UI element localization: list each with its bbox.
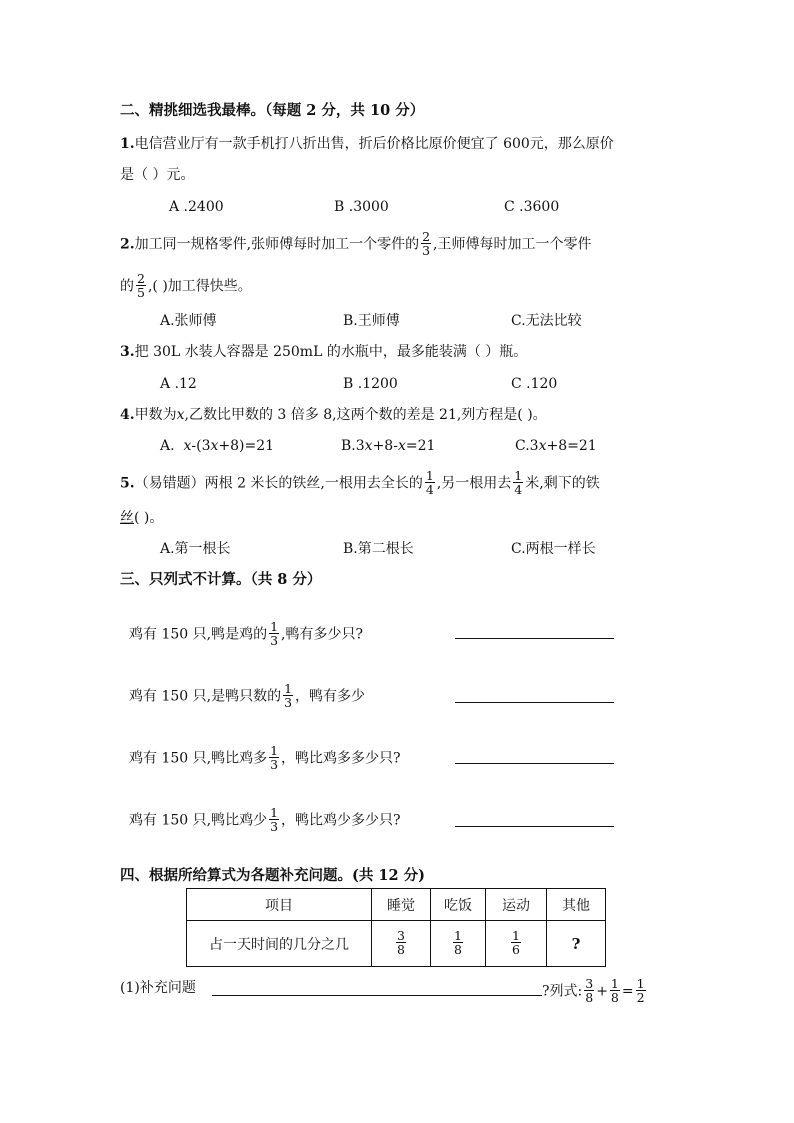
q5-line2-rest: ( )。 <box>134 510 164 526</box>
fraction-denominator: 8 <box>454 942 462 957</box>
time-table <box>186 888 606 967</box>
fraction-denominator: 8 <box>585 990 594 1005</box>
s4-q1-formula <box>542 978 648 1005</box>
q5-text-b: ,另一根用去 <box>436 475 512 492</box>
option-text: +8- <box>372 438 398 454</box>
s3-item-text: ，鸭比鸡少多少只? <box>281 812 401 829</box>
option-label: A. <box>160 438 175 454</box>
s3-item-4 <box>129 807 401 834</box>
cell-fraction <box>453 929 463 956</box>
fraction-numerator: 1 <box>454 928 462 943</box>
q1-line2: 是（ ）元。 <box>120 167 195 183</box>
s4-q1-answer-blank[interactable] <box>212 994 542 996</box>
fraction-numerator: 1 <box>610 976 619 991</box>
formula-fraction-2 <box>610 977 620 1004</box>
fraction-numerator: 1 <box>270 805 279 820</box>
q5-text-a: （易错题）两根 2 米长的铁丝,一根用去全长的 <box>134 475 423 492</box>
table-header-other: 其他 <box>547 889 606 921</box>
s4-q1-label: (1)补充问题 <box>120 980 196 996</box>
table-row <box>187 921 606 967</box>
q3-option-a: A .12 <box>160 376 197 392</box>
cell-fraction <box>396 929 406 956</box>
q2-option-a: A.张师傅 <box>160 313 217 329</box>
q2-line1 <box>120 231 591 258</box>
s3-item-text: 鸡有 150 只,鸭比鸡少 <box>129 812 268 829</box>
q5-fraction-a <box>425 469 435 496</box>
option-text: =21 <box>405 438 436 454</box>
q5-line1 <box>120 470 600 497</box>
s3-item-3 <box>129 745 401 772</box>
fraction-numerator: 1 <box>636 976 645 991</box>
s3-item-fraction <box>269 744 279 771</box>
q2-option-b: B.王师傅 <box>343 313 400 329</box>
s3-item-text: ,鸭有多少只? <box>281 626 363 643</box>
q2-text-a: 加工同一规格零件,张师傅每时加工一个零件的 <box>134 236 420 253</box>
q2-text-b: ,王师傅每时加工一个零件 <box>433 236 592 253</box>
s3-item-text: 鸡有 150 只,是鸭只数的 <box>129 688 282 705</box>
s3-item-1 <box>129 621 363 648</box>
fraction-numerator: 1 <box>270 619 279 634</box>
q5-fraction-b <box>513 469 523 496</box>
fraction-numerator: 1 <box>425 468 434 483</box>
variable: x <box>210 438 219 454</box>
q3-line <box>120 342 527 362</box>
fraction-numerator: 2 <box>137 271 145 286</box>
q1-number: 1. <box>120 136 135 152</box>
q4-option-b <box>341 436 435 456</box>
fraction-denominator: 3 <box>270 757 279 772</box>
q3-text: 把 30L 水装人容器是 250mL 的水瓶中，最多能装满（ ）瓶。 <box>134 344 528 360</box>
table-cell-sleep <box>372 921 431 967</box>
fraction-numerator: 3 <box>397 928 405 943</box>
q4-option-c <box>515 436 597 456</box>
q4-variable: x <box>176 407 185 423</box>
q5-text-c: 米,剩下的铁 <box>525 475 600 492</box>
fraction-denominator: 2 <box>636 990 645 1005</box>
variable: x <box>538 438 547 454</box>
answer-blank-3[interactable] <box>455 762 614 764</box>
table-cell-other: ? <box>547 921 606 967</box>
q3-option-c: C .120 <box>511 376 558 392</box>
q4-line <box>120 405 547 425</box>
q5-option-b: B.第二根长 <box>343 541 414 557</box>
formula-fraction-3 <box>636 977 646 1004</box>
s3-item-text: ，鸭有多少 <box>295 688 366 705</box>
fraction-numerator: 2 <box>422 229 431 244</box>
q4-option-a <box>160 436 274 456</box>
q3-number: 3. <box>120 344 135 360</box>
table-cell-eat <box>431 921 486 967</box>
q5-number: 5. <box>120 475 135 492</box>
fraction-numerator: 1 <box>512 928 520 943</box>
formula-label: ?列式: <box>542 983 583 1000</box>
q2-text-d: ,( )加工得快些。 <box>147 278 252 295</box>
variable: x <box>183 438 192 454</box>
q5-option-a: A.第一根长 <box>160 541 231 557</box>
table-header-sleep: 睡觉 <box>372 889 431 921</box>
fraction-numerator: 3 <box>585 976 594 991</box>
table-header-exercise: 运动 <box>486 889 547 921</box>
fraction-denominator: 3 <box>422 243 431 258</box>
q1-option-c: C .3600 <box>504 199 560 215</box>
formula-fraction-1 <box>584 977 594 1004</box>
fraction-denominator: 3 <box>270 819 279 834</box>
option-label: C.3 <box>515 438 539 454</box>
q3-option-b: B .1200 <box>343 376 398 392</box>
option-text: +8=21 <box>546 438 597 454</box>
q4-number: 4. <box>120 407 135 423</box>
q5-line2 <box>120 508 163 528</box>
q5-line2-underlined: 丝 <box>120 510 134 526</box>
answer-blank-1[interactable] <box>455 637 614 639</box>
section2-heading: 二、精挑细选我最棒。（每题 2 分，共 10 分） <box>120 102 425 119</box>
q2-option-c: C.无法比较 <box>511 313 582 329</box>
fraction-denominator: 3 <box>284 695 293 710</box>
q5-option-c: C.两根一样长 <box>511 541 596 557</box>
fraction-denominator: 6 <box>512 942 520 957</box>
fraction-denominator: 8 <box>610 990 619 1005</box>
s3-item-2 <box>129 683 365 710</box>
answer-blank-4[interactable] <box>455 825 614 827</box>
q1-option-a: A .2400 <box>169 199 224 215</box>
fraction-denominator: 4 <box>514 482 523 497</box>
table-header-eat: 吃饭 <box>431 889 486 921</box>
answer-blank-2[interactable] <box>455 701 614 703</box>
q4-text-a: 甲数为 <box>134 407 177 423</box>
fraction-numerator: 1 <box>270 743 279 758</box>
fraction-numerator: 1 <box>514 468 523 483</box>
variable: x <box>397 438 406 454</box>
s3-item-fraction <box>269 806 279 833</box>
fraction-denominator: 3 <box>270 633 279 648</box>
q2-text-c: 的 <box>120 278 134 295</box>
q1-line1 <box>120 134 614 154</box>
section3-heading: 三、只列式不计算。（共 8 分） <box>120 571 322 588</box>
s3-item-fraction <box>269 620 279 647</box>
table-row-label: 占一天时间的几分之几 <box>187 921 372 967</box>
table-header-row <box>187 889 606 921</box>
q1-text: 电信营业厅有一款手机打八折出售，折后价格比原价便宜了 600元，那么原价 <box>134 136 614 152</box>
s3-item-text: ，鸭比鸡多多少只? <box>281 750 401 767</box>
q2-line2 <box>120 273 252 300</box>
table-header-item: 项目 <box>187 889 372 921</box>
q2-fraction-b <box>136 272 146 299</box>
table-cell-exercise <box>486 921 547 967</box>
variable: x <box>364 438 373 454</box>
option-label: B.3 <box>341 438 365 454</box>
fraction-denominator: 4 <box>425 482 434 497</box>
s3-item-text: 鸡有 150 只,鸭比鸡多 <box>129 750 268 767</box>
equals-sign: = <box>621 983 634 1000</box>
s3-item-fraction <box>283 682 293 709</box>
section4-heading: 四、根据所给算式为各题补充问题。(共 12 分) <box>120 867 425 884</box>
s3-item-text: 鸡有 150 只,鸭是鸡的 <box>129 626 268 643</box>
fraction-numerator: 1 <box>284 681 293 696</box>
option-text: -(3 <box>191 438 211 454</box>
plus-sign: + <box>596 983 608 1000</box>
q2-fraction-a <box>421 230 431 257</box>
q1-option-b: B .3000 <box>334 199 389 215</box>
q4-text-b: ,乙数比甲数的 3 倍多 8,这两个数的差是 21,列方程是( )。 <box>184 407 547 423</box>
fraction-denominator: 8 <box>397 942 405 957</box>
fraction-denominator: 5 <box>137 285 145 300</box>
q2-number: 2. <box>120 236 135 253</box>
option-text: +8)=21 <box>218 438 275 454</box>
cell-fraction <box>511 929 521 956</box>
